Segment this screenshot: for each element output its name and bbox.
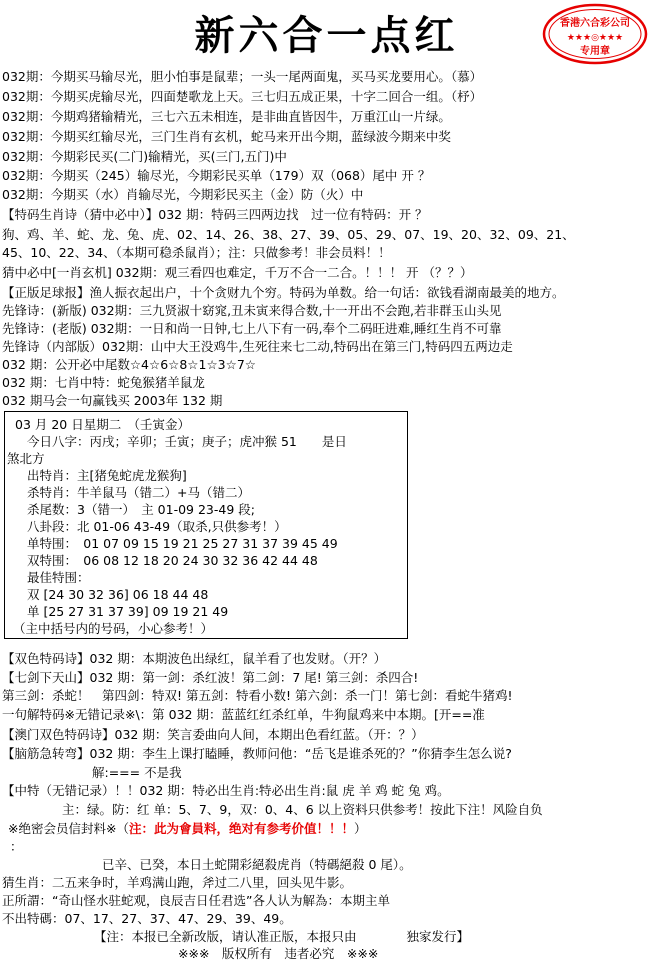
zodiac-number-list: 45、10、22、34、（本期可稳杀鼠肖）；注：只做参考！非会员料！！ [2,245,391,260]
member-note: 注：此为會員料，绝对有参考价值！！！ [128,821,354,836]
one-sentence-code: 一句解特码※无错记录※\：第 032 期：蓝蓝红红杀红单，牛狗鼠鸡来中本期。[开==准 [2,707,485,722]
box-date: 03 月 20 日星期二 （壬寅金） [15,417,190,432]
box-bazi: 今日八字：丙戌；辛卯；壬寅；庚子；虎冲猴 51 是日 [27,434,347,449]
box-row: 最佳特围： [27,570,90,585]
macau-color-poem: 【澳门双色特码诗】032 期：笑言委曲向人间，本期出色看红蓝。（开：？） [2,727,424,742]
prediction-line: 032期：今期买（245）输尽光，今期彩民买单（179）双（068）尾中 开 ？ [2,168,431,183]
pioneer-poem-old: 先锋诗：(老版) 032期：一日和尚一日钟,七上八下有一码,奉个二码旺进难,睡红生肖不可靠 [2,321,502,336]
secret-member-close: ） [353,821,367,836]
edition-note: 【注：本报已全新改版，请认准正版，本报只由 独家发行】 [94,929,470,944]
secret-member-label: ※绝密会员信封料※（ [8,821,129,836]
box-row: 双特围： 06 08 12 18 20 24 30 32 36 42 44 48 [27,553,318,568]
guess-zodiac-line: 猜生肖：二五来争时，羊鸡满山跑，斧过二八里，回头见牛影。 [2,875,353,890]
zodiac-number-list: 狗、鸡、羊、蛇、龙、兔、虎、02、14、26、38、27、39、05、29、07、19、20、32、09、21、 [2,227,575,242]
seal-top-text: 香港六合彩公司 [560,18,630,29]
pioneer-poem-new: 先锋诗：(新版) 032期：三九贤淑十窈窕,丑未寅来得合数,十一开出不会跑,若非群玉山头见 [2,303,502,318]
box-sha: 煞北方 [7,451,45,466]
special-no-error-line: 【中特（无错记录）！！032 期：特必出生肖:特必出生肖:鼠 虎 羊 鸡 蛇 兔 鸡。 [2,783,450,798]
page-title: 新六合一点红 [194,12,459,59]
seal-bottom-text: 专用章 [580,46,610,57]
brain-teaser-line: 【脑筋急转弯】032 期：李生上课打瞌睡，教师问他：“岳飞是谁杀死的？”你猜李生怎么说? [2,746,512,761]
box-row: 出特肖：主[猪兔蛇虎龙猴狗] [27,468,187,483]
colon-line: ： [10,839,23,854]
box-row: 单特围： 01 07 09 15 19 21 25 27 31 37 39 45 49 [27,536,338,551]
company-seal [542,3,648,65]
football-paper-line: 【正版足球报】渔人振衣起出户，十个贪财九个穷。特码为单数。给一句话：欲钱看湖南最美的地方。 [2,285,565,300]
prediction-line: 032期：今期买虎输尽光，四面楚歌龙上天。三七归五成正果，十字二回合一组。（杼） [2,89,483,104]
box-row: 单 [25 27 31 37 39] 09 19 21 49 [27,604,229,619]
kill-zodiac-line: 已辛、已癸，本日土蛇開彩絕殺虎肖（特碼絕殺 0 尾）。 [102,857,412,872]
box-row: 八卦段：北 01-06 43-49（取杀,只供参考！） [27,519,287,534]
one-zodiac-hint: 猜中必中[一肖玄机] 032期：观三看四也难定，千万不合一二合。！！！ 开 （？？） [2,265,473,280]
pioneer-poem-internal: 先锋诗（内部版）032期：山中大王没鸡牛,生死往来七二动,特码出在第三门,特码四五两边走 [2,339,513,354]
prediction-line: 032期：今期鸡猪输精光，三七六五未相连，是非曲直皆因牛，万重江山一片绿。 [2,109,451,124]
box-row: （主中括号内的号码，小心参考！） [13,621,214,636]
two-color-poem: 【双色特码诗】032 期：本期波色出绿红，鼠羊看了也发财。（开？） [2,651,387,666]
prediction-line: 032期：今期彩民买(二门)输精光，买(三门,五门)中 [2,149,287,164]
copyright-line: ※※※ 版权所有 违者必究 ※※※ [178,946,379,961]
box-row: 双 [24 30 32 36] 06 18 44 48 [27,587,209,602]
special-zodiac-poem: 【特码生肖诗（猜中必中）】032 期：特码三四两边找 过一位有特码：开 ？ [2,207,428,222]
prediction-line: 032期：今期买马输尽光，胆小怕事是鼠辈；一头一尾两面鬼，买马买龙要用心。（慕） [2,69,483,84]
seven-swords-line: 第三剑：杀蛇！ 第四剑：特双! 第五剑：特看小数! 第六剑：杀一门！第七剑：看蛇牛猪鸡! [2,688,513,703]
seven-swords-line: 【七剑下天山】032 期：第一剑：杀红波！第二剑：7 尾! 第三剑：杀四合! [2,670,419,685]
no-special-line: 不出特碼：07、17、27、37、47、29、39、49。 [2,911,292,926]
daily-forecast-box [4,411,408,639]
tail-numbers-line: 032 期：公开必中尾数☆4☆6☆8☆1☆3☆7☆ [2,357,256,372]
seven-zodiac-line: 032 期：七肖中特：蛇兔猴猪羊鼠龙 [2,375,205,390]
box-row: 杀特肖：牛羊鼠马（错二）+马（错二） [27,485,250,500]
box-row: 杀尾数：3（错一） 主 01-09 23-49 段; [27,502,255,517]
color-tip-line: 主：绿。防：红 单：5、7、9，双：0、4、6 以上资料只供参考！按此下注！风险自负 [62,802,543,817]
club-phrase-line: 032 期马会一句赢钱买 2003年 132 期 [2,393,223,408]
prediction-line: 032期：今期买红输尽光，三门生肖有玄机，蛇马来开出今期，蓝绿波今期来中奖 [2,129,451,144]
prediction-line: 032期：今期买（水）肖输尽光，今期彩民买主（金）防（火）中 [2,187,364,202]
seal-mid-text: ★★★◎★★★ [566,33,624,43]
proverb-line: 正所謂：“奇山怪水驻蛇观，良辰吉日任君选”各人认为解為：本期主单 [2,893,390,908]
secret-member-line [8,820,366,838]
brain-teaser-answer: 解:=== 不是我 [92,765,182,780]
